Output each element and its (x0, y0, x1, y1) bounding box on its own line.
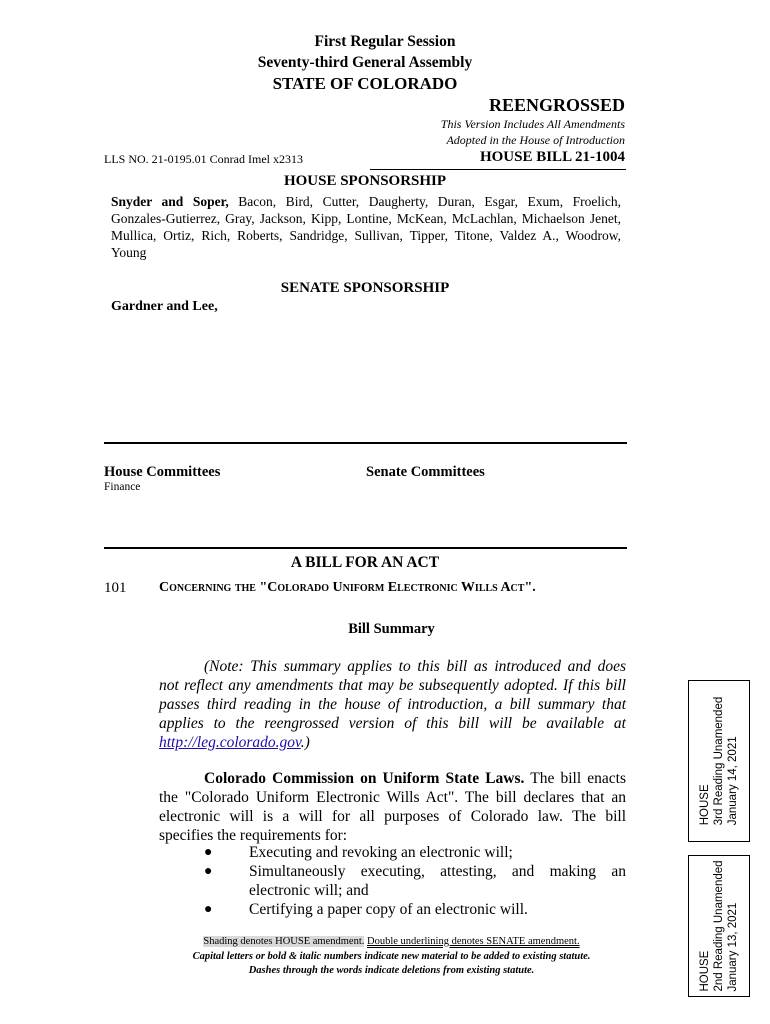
senate-committees-heading: Senate Committees (366, 464, 485, 480)
summary-para-line2: the "Colorado Uniform Electronic Wills Act". The bill declares that an (159, 789, 626, 806)
shading-legend: Shading denotes HOUSE amendment. (203, 936, 365, 947)
version-note-1: This Version Includes All Amendments (440, 117, 625, 131)
lls-number: LLS NO. 21-0195.01 Conrad Imel x2313 (104, 152, 303, 166)
summary-para-line1: The bill enacts (524, 770, 626, 787)
amendment-legend (104, 936, 679, 947)
bullet-marker: ● (204, 845, 213, 860)
bullet-item: Executing and revoking an electronic will; (249, 844, 513, 861)
bullet-marker: ● (204, 864, 213, 879)
bullet-item: Certifying a paper copy of an electronic will. (249, 901, 528, 918)
house-sponsors-line3: Mullica, Ortiz, Rich, Roberts, Sandridge, Sullivan, Tipper, Titone, Valdez A., Woodrow, (111, 228, 621, 243)
committees-top-rule (104, 442, 627, 444)
line-number: 101 (104, 580, 127, 596)
bullet-item: Simultaneously executing, attesting, and making an (249, 863, 626, 880)
stamp-reading: 3rd Reading Unamended (713, 696, 725, 826)
house-sponsors-line4: Young (111, 245, 147, 260)
stamp-date: January 14, 2021 (727, 736, 739, 826)
house-primary-sponsors: Snyder and Soper, (111, 194, 229, 209)
bill-for-an-act-heading: A BILL FOR AN ACT (290, 554, 440, 571)
underline-legend: Double underlining denotes SENATE amendment. (367, 936, 580, 947)
summary-note-line2: not reflect any amendments that may be subsequently adopted. If this bill (159, 677, 626, 694)
stamp-chamber: HOUSE (699, 784, 711, 826)
capital-letters-note: Capital letters or bold & italic numbers indicate new material to be added to existing statute. (192, 951, 591, 962)
second-reading-stamp-text (698, 860, 740, 991)
summary-note (159, 657, 626, 752)
leg-colorado-link[interactable]: http://leg.colorado.gov (159, 734, 301, 751)
summary-para-line4: specifies the requirements for: (159, 827, 348, 844)
stamp-reading: 2nd Reading Unamended (713, 860, 725, 992)
house-committees-heading: House Committees (104, 464, 221, 480)
bill-top-rule (104, 547, 627, 549)
summary-note-line4: applies to the reengrossed version of this bill will be available at (159, 715, 626, 732)
summary-para-bold: Colorado Commission on Uniform State Laws. (204, 770, 525, 787)
house-sponsorship-heading: HOUSE SPONSORSHIP (283, 173, 447, 189)
stamp-date: January 13, 2021 (727, 902, 739, 992)
bullet-item-continuation: electronic will; and (249, 882, 369, 899)
house-sponsors-line1: Bacon, Bird, Cutter, Daugherty, Duran, Esgar, Exum, Froelich, (228, 194, 622, 209)
house-sponsors-line2: Gonzales-Gutierrez, Gray, Jackson, Kipp, Lontine, McKean, McLachlan, Michaelson Jenet, (111, 211, 621, 226)
house-sponsors (111, 193, 621, 261)
third-reading-stamp (688, 680, 750, 842)
assembly-line: Seventy-third General Assembly (257, 54, 473, 71)
bill-number-rule (370, 169, 626, 170)
second-reading-stamp (688, 855, 750, 997)
summary-note-line1: (Note: This summary applies to this bill as introduced and does (204, 658, 626, 675)
summary-para-line3: electronic will is a will for all purposes of Colorado law. The bill (159, 808, 626, 825)
bill-title: Concerning the "Colorado Uniform Electronic Wills Act". (159, 580, 536, 595)
session-line: First Regular Session (314, 33, 456, 50)
summary-note-line3: passes third reading in the house of introduction, a bill summary that (159, 696, 626, 713)
reengrossed-status: REENGROSSED (488, 95, 625, 115)
bullet-marker: ● (204, 902, 213, 917)
summary-note-end: .) (300, 734, 310, 751)
senate-sponsorship-heading: SENATE SPONSORSHIP (280, 280, 450, 296)
stamp-chamber: HOUSE (699, 950, 711, 992)
house-committees-list: Finance (104, 481, 141, 493)
summary-paragraph (159, 769, 626, 845)
bill-summary-heading: Bill Summary (348, 621, 435, 637)
state-line: STATE OF COLORADO (272, 74, 458, 93)
dashes-note: Dashes through the words indicate deletions from existing statute. (248, 965, 535, 976)
version-note-2: Adopted in the House of Introduction (446, 133, 625, 147)
bill-number: HOUSE BILL 21-1004 (479, 149, 625, 165)
senate-sponsors: Gardner and Lee, (111, 299, 218, 314)
third-reading-stamp-text (698, 697, 740, 826)
